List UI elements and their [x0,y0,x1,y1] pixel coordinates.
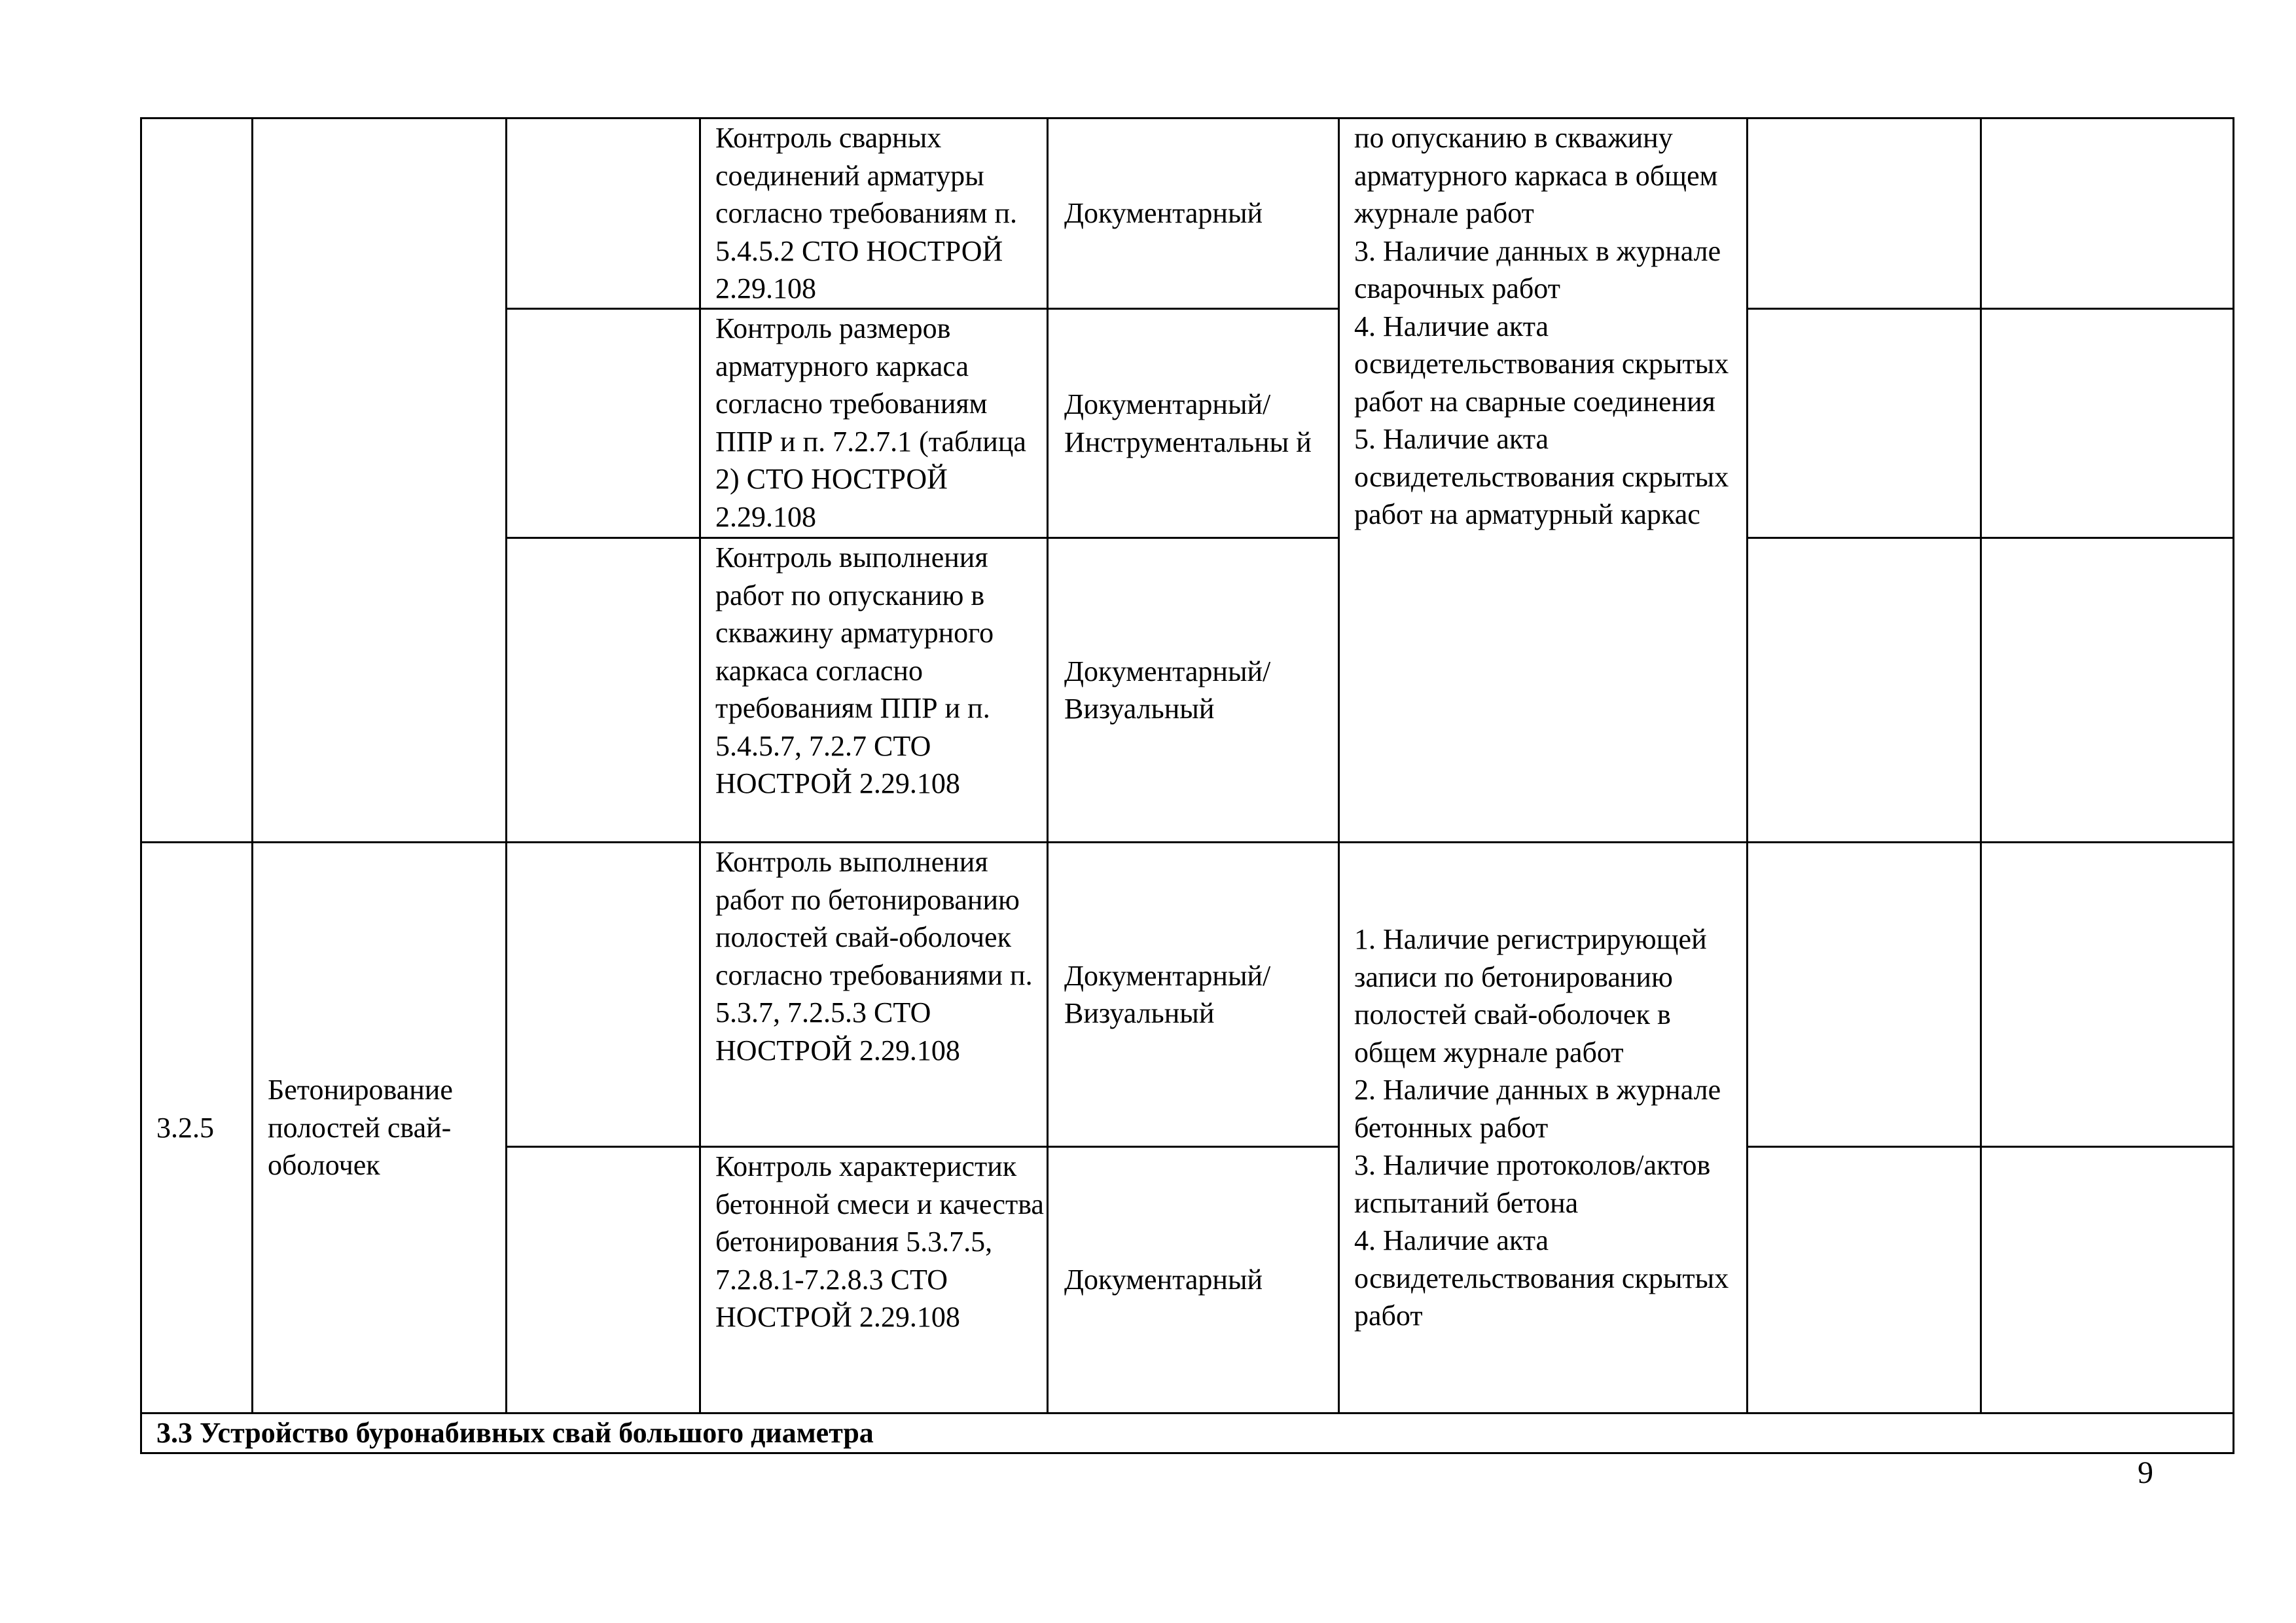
table-cell-empty [1748,538,1981,843]
table-cell-work-name: Бетонирование полостей свай-оболочек [253,843,507,1413]
table-cell-empty [1981,1147,2234,1413]
table-cell-empty [507,119,700,309]
table-cell-control-method: Документарный [1048,1147,1339,1413]
table-row-section [141,1413,2234,1453]
table-cell-name-empty [253,119,507,843]
section-heading: 3.3 Устройство буронабивных свай большого диаметра [141,1413,2234,1453]
table-cell-control-item: Контроль размеров арматурного каркаса согласно требованиям ППР и п. 7.2.7.1 (таблица 2) СТО НОСТРОЙ 2.29.108 [700,309,1048,538]
table-row [141,843,2234,1147]
table-cell-empty [1981,538,2234,843]
table-cell-empty [1981,843,2234,1147]
table-cell-empty [1981,119,2234,309]
inspection-table [140,117,2234,1454]
table-cell-control-method: Документарный/ Инструментальны й [1048,309,1339,538]
table-cell-control-item: Контроль характеристик бетонной смеси и качества бетонирования 5.3.7.5, 7.2.8.1-7.2.8.3 СТО НОСТРОЙ 2.29.108 [700,1147,1048,1413]
table-cell-empty [1748,309,1981,538]
table-cell-empty [507,538,700,843]
table-cell-empty [507,843,700,1147]
table-cell-result-documents: по опусканию в скважину арматурного каркаса в общем журнале работ 3. Наличие данных в журнале сварочных работ 4. Наличие акта освидетельствования скрытых работ на сварные соединения 5. Наличие акта освидетельствования скрытых работ на арматурный каркас [1339,119,1748,843]
table-cell-empty [1748,1147,1981,1413]
table-cell-empty [507,309,700,538]
page-number: 9 [2138,1455,2153,1490]
table-cell-empty [1748,843,1981,1147]
table-cell-empty [1748,119,1981,309]
table-cell-control-method: Документарный/ Визуальный [1048,538,1339,843]
table-cell-control-item: Контроль выполнения работ по опусканию в скважину арматурного каркаса согласно требованиям ППР и п. 5.4.5.7, 7.2.7 СТО НОСТРОЙ 2.29.108 [700,538,1048,843]
table-cell-empty [1981,309,2234,538]
table-cell-control-item: Контроль выполнения работ по бетонированию полостей свай-оболочек согласно требованиями п. 5.3.7, 7.2.5.3 СТО НОСТРОЙ 2.29.108 [700,843,1048,1147]
table-cell-number-empty [141,119,253,843]
table-row [141,119,2234,309]
table-cell-item-number: 3.2.5 [141,843,253,1413]
table-cell-control-method: Документарный/ Визуальный [1048,843,1339,1147]
table-cell-result-documents: 1. Наличие регистрирующей записи по бетонированию полостей свай-оболочек в общем журнале работ 2. Наличие данных в журнале бетонных работ 3. Наличие протоколов/актов испытаний бетона 4. Наличие акта освидетельствования скрытых работ [1339,843,1748,1413]
table-cell-control-method: Документарный [1048,119,1339,309]
table-cell-control-item: Контроль сварных соединений арматуры согласно требованиям п. 5.4.5.2 СТО НОСТРОЙ 2.29.108 [700,119,1048,309]
table-cell-empty [507,1147,700,1413]
